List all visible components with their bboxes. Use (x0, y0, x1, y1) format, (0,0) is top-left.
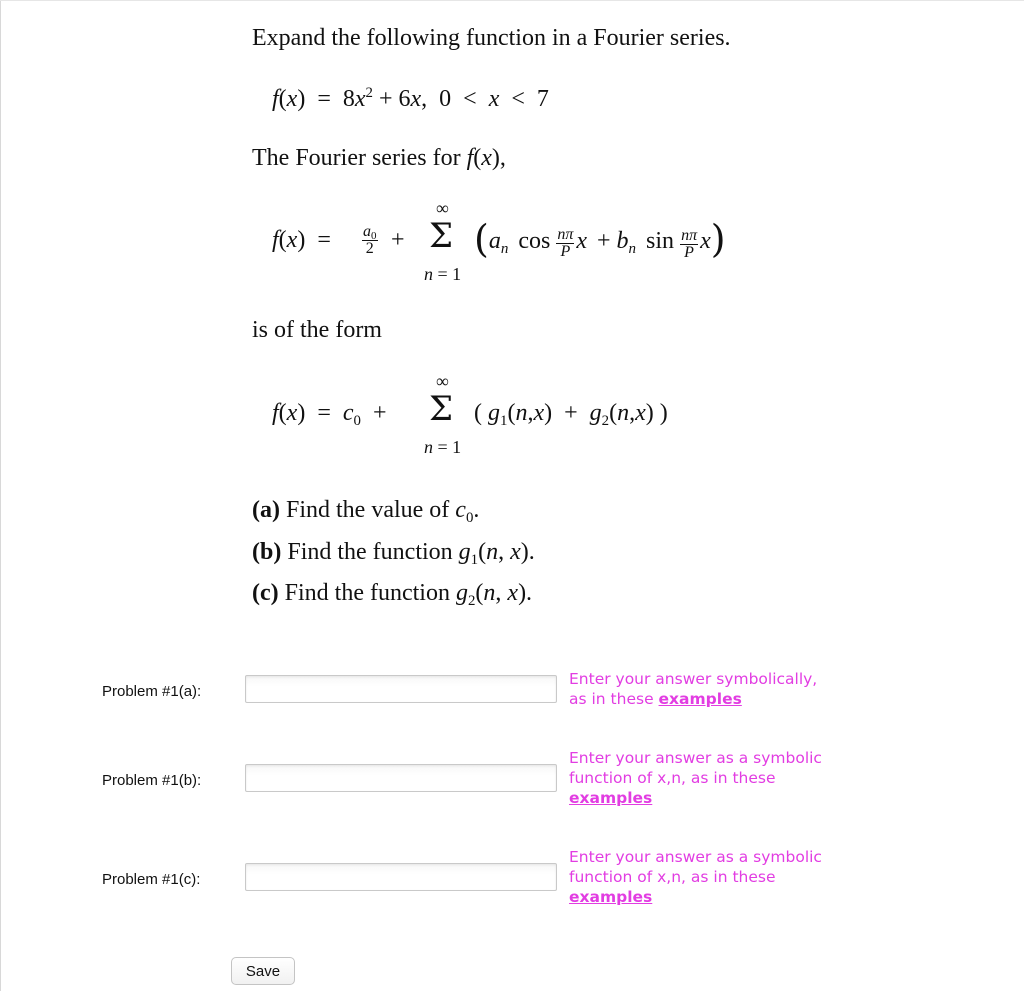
examples-link-a[interactable]: examples (658, 690, 742, 708)
series-term: (an cos $\frac{n\pi}{P}$ x + bn sin $\frac{n\pi}{P}$ x) (474, 217, 726, 261)
sum-upper-limit: ∞ (436, 198, 449, 218)
a0-over-2: $\frac{a0}{2}$ (363, 223, 377, 257)
answer-hint-c: Enter your answer as a symbolic function of x,n, as in these examples (569, 848, 822, 906)
answer-label-c: Problem #1(c): (102, 871, 201, 888)
part-c: (c) Find the function g2(n, x). (252, 580, 533, 609)
sum-lower-limit-2: n = 1 (424, 437, 462, 457)
sigma-icon-2: Σ (429, 389, 454, 429)
sum-upper-limit-2: ∞ (436, 371, 449, 391)
answer-input-b[interactable] (245, 764, 557, 792)
form-formula: f(x) = c0 + (272, 400, 387, 429)
part-b: (b) Find the function g1(n, x). (252, 539, 535, 568)
sigma-icon: Σ (429, 216, 454, 256)
plus-sign: + (391, 227, 405, 253)
answer-label-b: Problem #1(b): (102, 772, 202, 789)
fourier-series-formula: f(x) = (272, 227, 337, 253)
answer-label-a: Problem #1(a): (102, 683, 202, 700)
form-terms: ( g1(n,x) + g2(n,x) ) (474, 400, 668, 429)
page-border-top (0, 0, 1024, 1)
sum-lower-limit: n = 1 (424, 264, 462, 284)
function-definition: $f(x) = 8x^2 + 6x$, 0 < x < 7 (272, 84, 549, 112)
examples-link-b[interactable]: examples (569, 789, 653, 807)
series-intro: The Fourier series for f(x), (252, 145, 506, 171)
part-a: (a) Find the value of c0. (252, 497, 480, 526)
examples-link-c[interactable]: examples (569, 888, 653, 906)
answer-hint-a: Enter your answer symbolically, as in these examples (569, 670, 818, 708)
answer-input-c[interactable] (245, 863, 557, 891)
answer-input-a[interactable] (245, 675, 557, 703)
problem-intro: Expand the following function in a Fourier series. (252, 25, 731, 51)
page-border-left (0, 0, 1, 991)
form-intro: is of the form (252, 317, 382, 343)
save-button[interactable]: Save (231, 957, 295, 985)
answer-hint-b: Enter your answer as a symbolic function of x,n, as in these examples (569, 749, 822, 807)
